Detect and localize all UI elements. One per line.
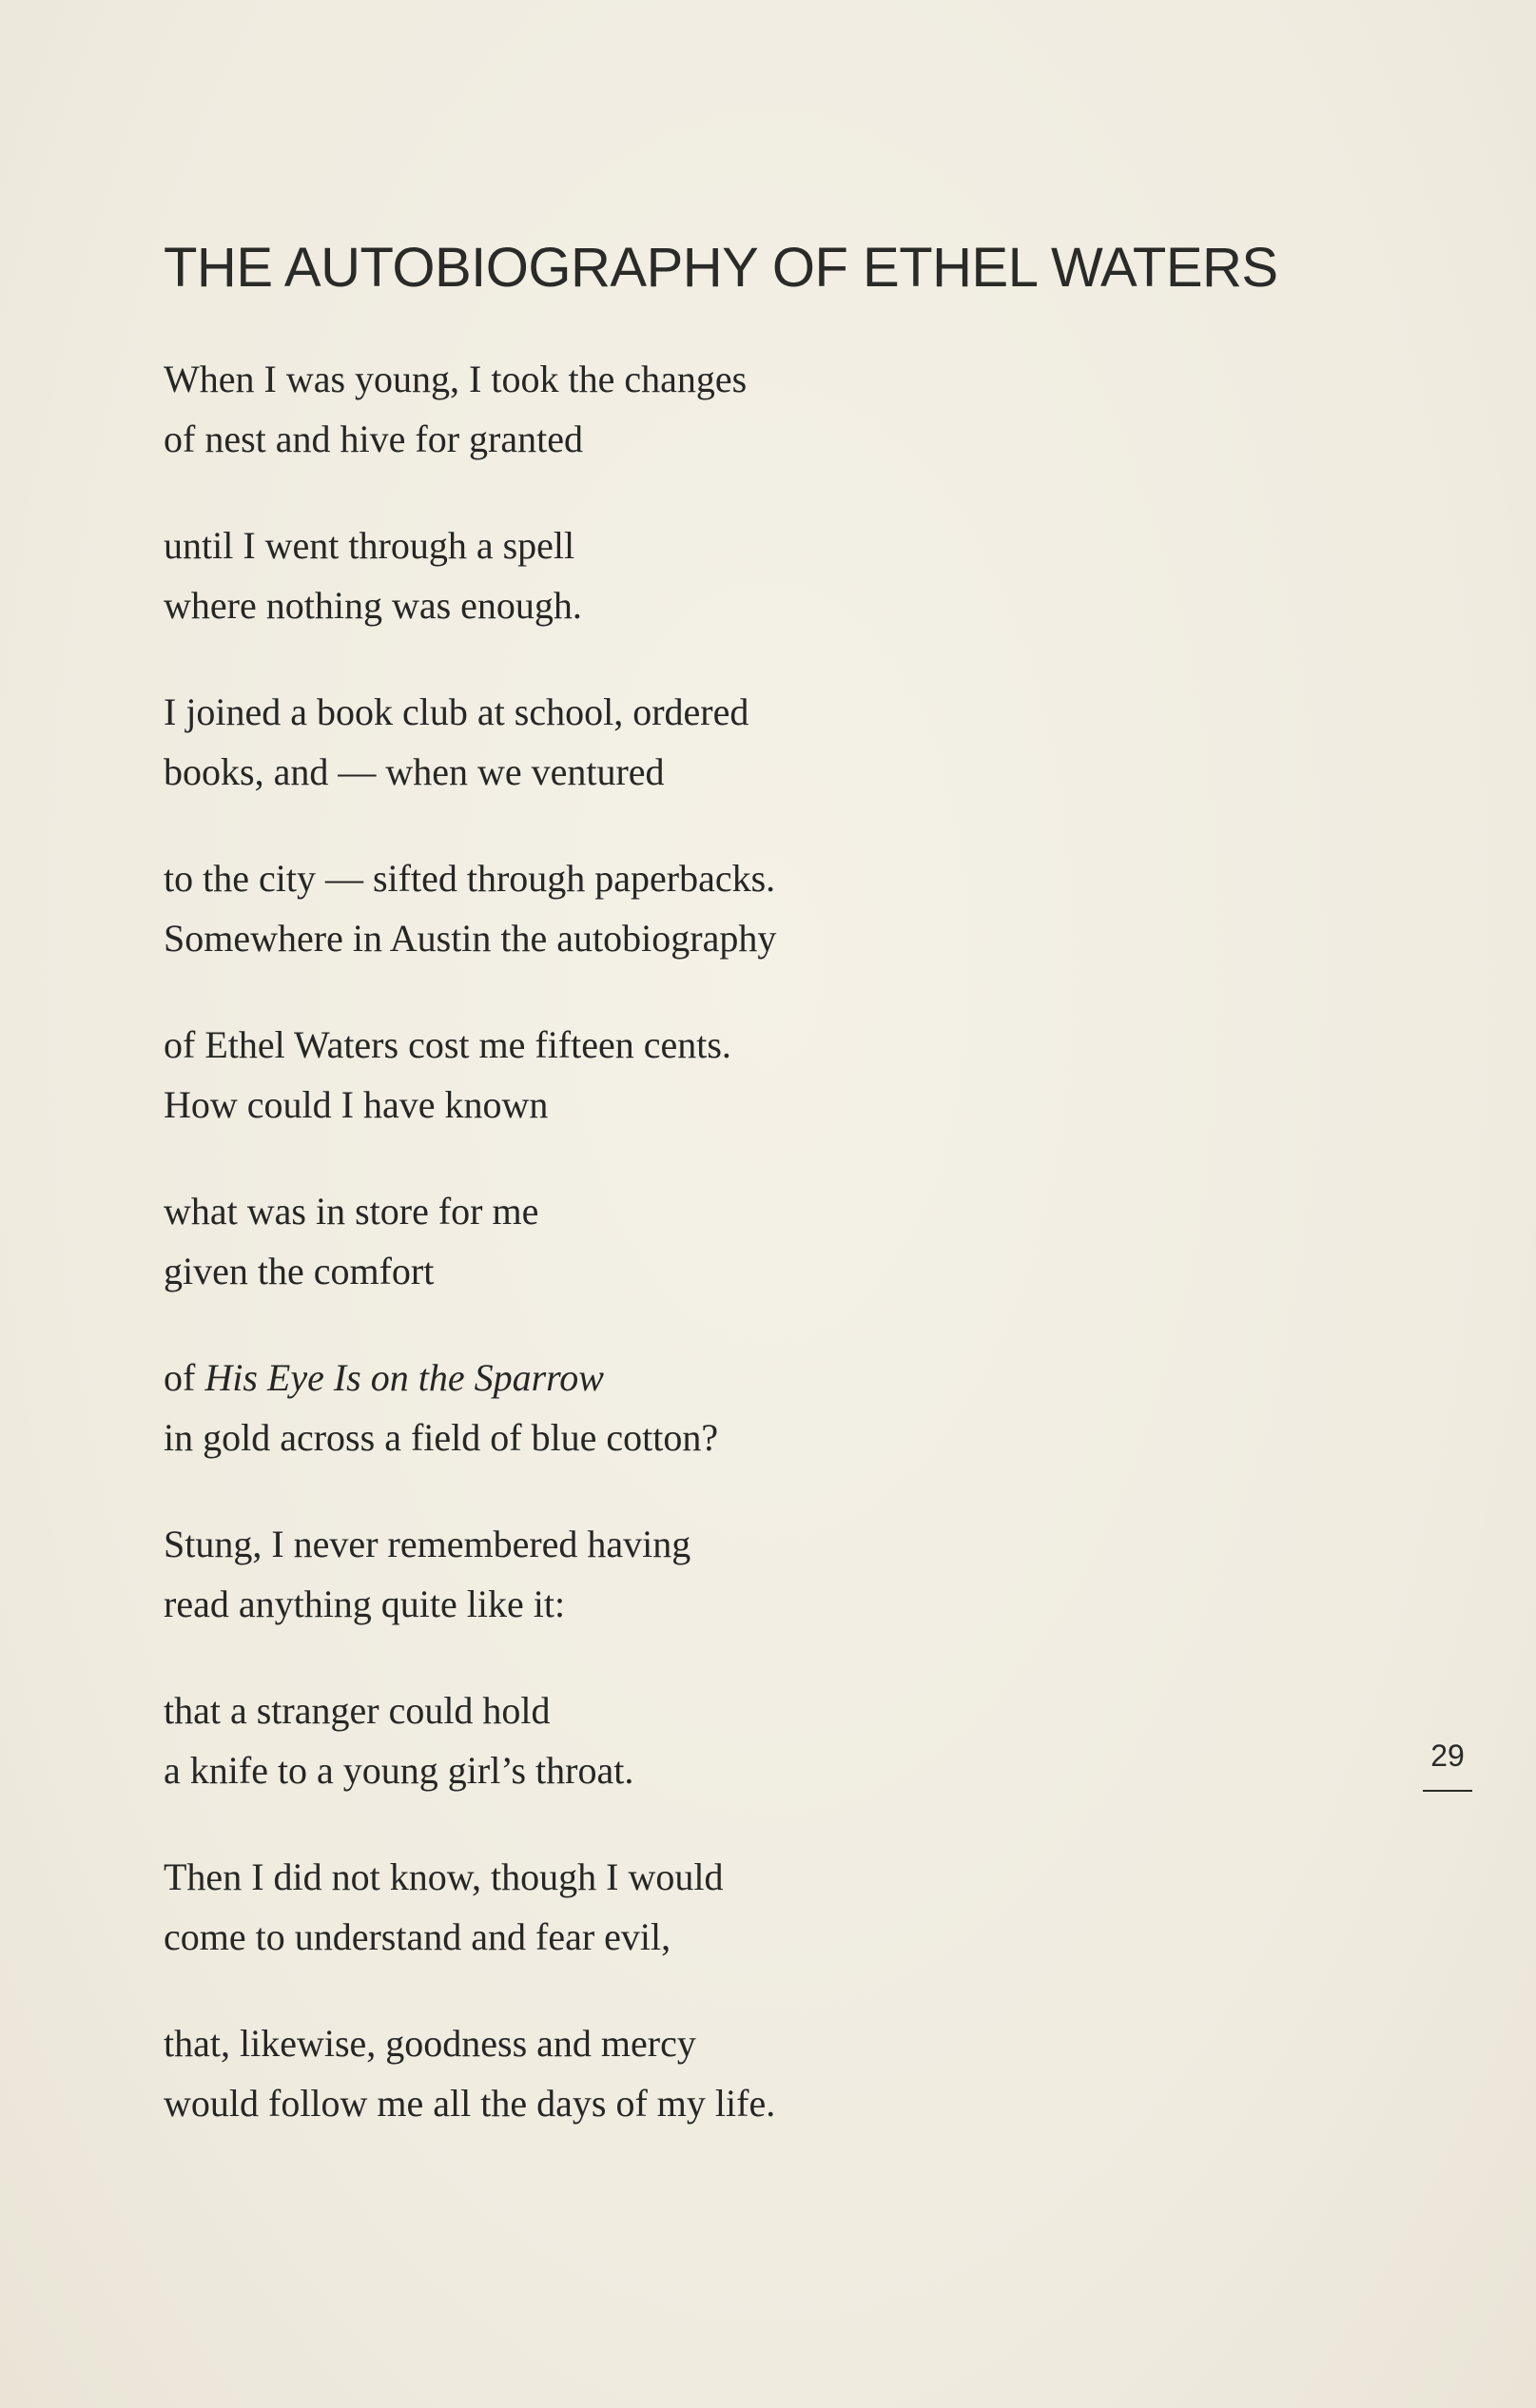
poem-line: that a stranger could hold: [164, 1689, 551, 1732]
poem-line: How could I have known: [164, 1083, 549, 1126]
poem-line: Then I did not know, though I would: [164, 1855, 724, 1898]
stanza: [164, 1015, 1210, 1135]
poem-line: Somewhere in Austin the autobiography: [164, 917, 777, 960]
page-number: 29: [1430, 1738, 1465, 1773]
stanza: [164, 349, 1210, 469]
poem-line: a knife to a young girl’s throat.: [164, 1749, 634, 1792]
poem-line: When I was young, I took the changes: [164, 358, 748, 400]
poem-line: given the comfort: [164, 1250, 435, 1292]
poem-line: I joined a book club at school, ordered: [164, 690, 749, 733]
poem-body: [164, 349, 1210, 2180]
poem-line: what was in store for me: [164, 1190, 539, 1233]
stanza: [164, 1514, 1210, 1634]
poem-line: read anything quite like it:: [164, 1583, 566, 1625]
stanza: [164, 1348, 1210, 1467]
poem-title: THE AUTOBIOGRAPHY OF ETHEL WATERS: [164, 237, 1278, 299]
poem-line: [164, 1348, 1210, 1408]
poem-line: until I went through a spell: [164, 524, 575, 567]
poem-line: Stung, I never remembered having: [164, 1523, 691, 1565]
poem-line: of Ethel Waters cost me fifteen cents.: [164, 1023, 731, 1066]
stanza: [164, 515, 1210, 635]
poem-line: to the city — sifted through paperbacks.: [164, 857, 776, 900]
poem-line: would follow me all the days of my life.: [164, 2082, 776, 2125]
poem-line: books, and — when we ventured: [164, 750, 665, 793]
stanza: [164, 1680, 1210, 1800]
stanza: [164, 1181, 1210, 1301]
page-number-rule: [1423, 1790, 1472, 1792]
stanza: [164, 2013, 1210, 2133]
line-prefix: of: [164, 1356, 205, 1399]
stanza: [164, 682, 1210, 802]
poem-line: in gold across a field of blue cotton?: [164, 1416, 719, 1459]
poem-line: come to understand and fear evil,: [164, 1915, 671, 1958]
stanza: [164, 848, 1210, 968]
poem-line: that, likewise, goodness and mercy: [164, 2022, 696, 2065]
book-title-italic: His Eye Is on the Sparrow: [204, 1356, 604, 1399]
stanza: [164, 1847, 1210, 1967]
poem-line: of nest and hive for granted: [164, 418, 583, 460]
poem-line: where nothing was enough.: [164, 584, 582, 627]
